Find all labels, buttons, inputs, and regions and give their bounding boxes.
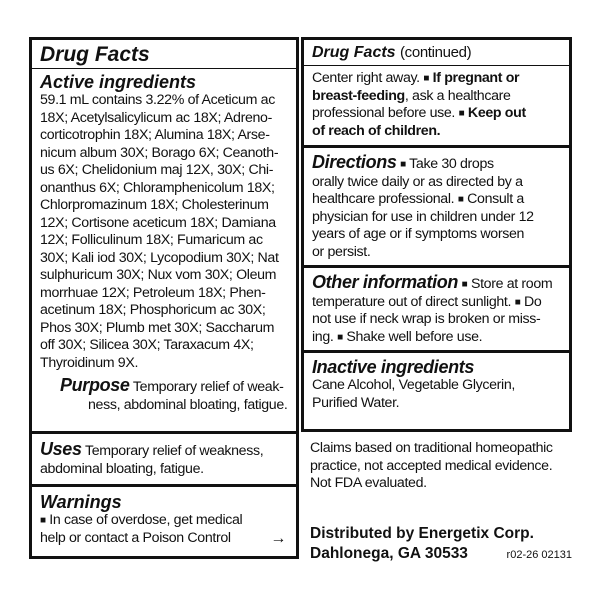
distributor-block (310, 524, 572, 564)
other-text-6: Shake well before use. (346, 328, 483, 345)
bullet-square-icon: ■ (423, 73, 430, 84)
bullet-square-icon: ■ (458, 108, 465, 119)
distributor-name: Distributed by Energetix Corp. (310, 525, 534, 542)
inactive-ingredients-heading: Inactive ingredients (312, 357, 475, 377)
directions-text-2: orally twice daily or as directed by a (312, 173, 523, 190)
active-ingredient-line: nicum album 30X; Borago 6X; Ceanoth- (40, 144, 279, 161)
active-ingredient-line: morrhuae 12X; Petroleum 18X; Phen- (40, 284, 266, 301)
active-ingredient-line: us 6X; Chelidonium maj 12X, 30X; Chi- (40, 162, 274, 178)
distributor-address: Dahlonega, GA 30533 (310, 545, 468, 562)
inactive-text-1: Cane Alcohol, Vegetable Glycerin, (312, 377, 515, 393)
uses-panel (29, 434, 299, 487)
purpose-block (40, 375, 288, 414)
warnings-text-1: In case of overdose, get medical (49, 512, 243, 528)
active-ingredient-line: sulphuricum 30X; Nux vom 30X; Oleum (40, 267, 277, 283)
drug-facts-title: Drug Facts (40, 43, 150, 66)
warnings-text-2: help or contact a Poison Control (40, 529, 231, 546)
warnings-heading: Warnings (40, 492, 122, 512)
active-ingredients-list (40, 92, 288, 372)
breastfeeding-warning: breast-feeding (312, 87, 405, 104)
keep-out-warning: Keep out (467, 105, 526, 121)
inactive-ingredients-section (304, 350, 569, 416)
other-information-heading: Other information (312, 272, 459, 292)
pregnant-warning: If pregnant or (432, 70, 520, 86)
active-ingredient-line: 12X; Folliculinum 18X; Fumaricum ac (40, 232, 263, 248)
active-ingredient-line: 12X; Cortisone aceticum 18X; Damiana (40, 214, 276, 231)
uses-heading: Uses (40, 439, 82, 459)
divider (30, 68, 298, 69)
left-drug-facts-panel (29, 37, 299, 434)
label-code: r02-26 02131 (506, 549, 572, 561)
active-ingredient-line: corticotrophin 18X; Alumina 18X; Arse- (40, 127, 270, 143)
continue-arrow-icon: → (270, 529, 286, 547)
purpose-text-1: Temporary relief of weak- (132, 379, 284, 395)
warning-cont-text-3: professional before use. (312, 105, 456, 121)
other-text-4: not use if neck wrap is broken or miss- (312, 311, 541, 327)
active-ingredient-line: Thyroidinum 9X. (40, 354, 139, 371)
active-ingredient-line: 59.1 mL contains 3.22% of Aceticum ac (40, 92, 275, 108)
claims-text-1: Claims based on traditional homeopathic (310, 440, 553, 456)
active-ingredient-line: 18X; Acetylsalicylicum ac 18X; Adreno- (40, 109, 272, 126)
other-text-1: Store at room (470, 276, 553, 292)
bullet-square-icon: ■ (461, 279, 468, 290)
directions-text-6: or persist. (312, 243, 371, 260)
warning-cont-text-1: Center right away. (312, 70, 420, 86)
active-ingredient-line: off 30X; Silicea 30X; Taraxacum 4X; (40, 337, 254, 353)
bullet-square-icon: ■ (457, 194, 464, 205)
uses-text-1: Temporary relief of weakness, (84, 443, 264, 459)
purpose-text-2: ness, abdominal bloating, fatigue. (88, 396, 288, 413)
other-text-2: temperature out of direct sunlight. (312, 293, 512, 310)
active-ingredients-heading: Active ingredients (40, 72, 197, 92)
warnings-continued-block (304, 66, 569, 145)
uses-text-2: abdominal bloating, fatigue. (40, 460, 204, 477)
bullet-square-icon: ■ (40, 515, 46, 526)
claims-block (310, 440, 572, 493)
active-ingredient-line: acetinum 18X; Phosphoricum ac 30X; (40, 302, 266, 318)
directions-text-4: physician for use in children under 12 (312, 208, 534, 225)
drug-facts-continued-title: Drug Facts (312, 44, 396, 61)
other-text-5: ing. (312, 328, 334, 345)
active-ingredient-line: onanthus 6X; Chloramphenicolum 18X; (40, 179, 275, 196)
other-text-3: Do (524, 293, 542, 310)
warning-cont-text-2: , ask a healthcare (404, 87, 511, 104)
active-ingredient-line: Phos 30X; Plumb met 30X; Saccharum (40, 319, 275, 336)
directions-text-3: healthcare professional. (312, 191, 455, 207)
reach-of-children-warning: of reach of children. (312, 122, 441, 139)
bullet-square-icon: ■ (514, 296, 521, 308)
directions-text-1: Take 30 drops (409, 156, 494, 172)
bullet-square-icon: ■ (337, 331, 343, 343)
directions-section (304, 145, 569, 265)
claims-text-3: Not FDA evaluated. (310, 475, 427, 491)
active-ingredient-line: Chlorpromazinum 18X; Cholesterinum (40, 197, 269, 213)
directions-text-5: years of age or if symptoms worsen (312, 226, 525, 242)
claims-text-2: practice, not accepted medical evidence. (310, 457, 553, 474)
continued-label: (continued) (400, 44, 472, 61)
right-drug-facts-panel (301, 37, 572, 432)
directions-heading: Directions (312, 152, 397, 172)
bullet-square-icon: ■ (400, 159, 406, 170)
warnings-panel (29, 487, 299, 559)
directions-consult: Consult a (467, 191, 524, 207)
purpose-heading: Purpose (60, 375, 130, 395)
active-ingredient-line: 30X; Kali iod 30X; Lycopodium 30X; Nat (40, 249, 279, 266)
other-information-section (304, 265, 569, 350)
inactive-text-2: Purified Water. (312, 394, 400, 411)
